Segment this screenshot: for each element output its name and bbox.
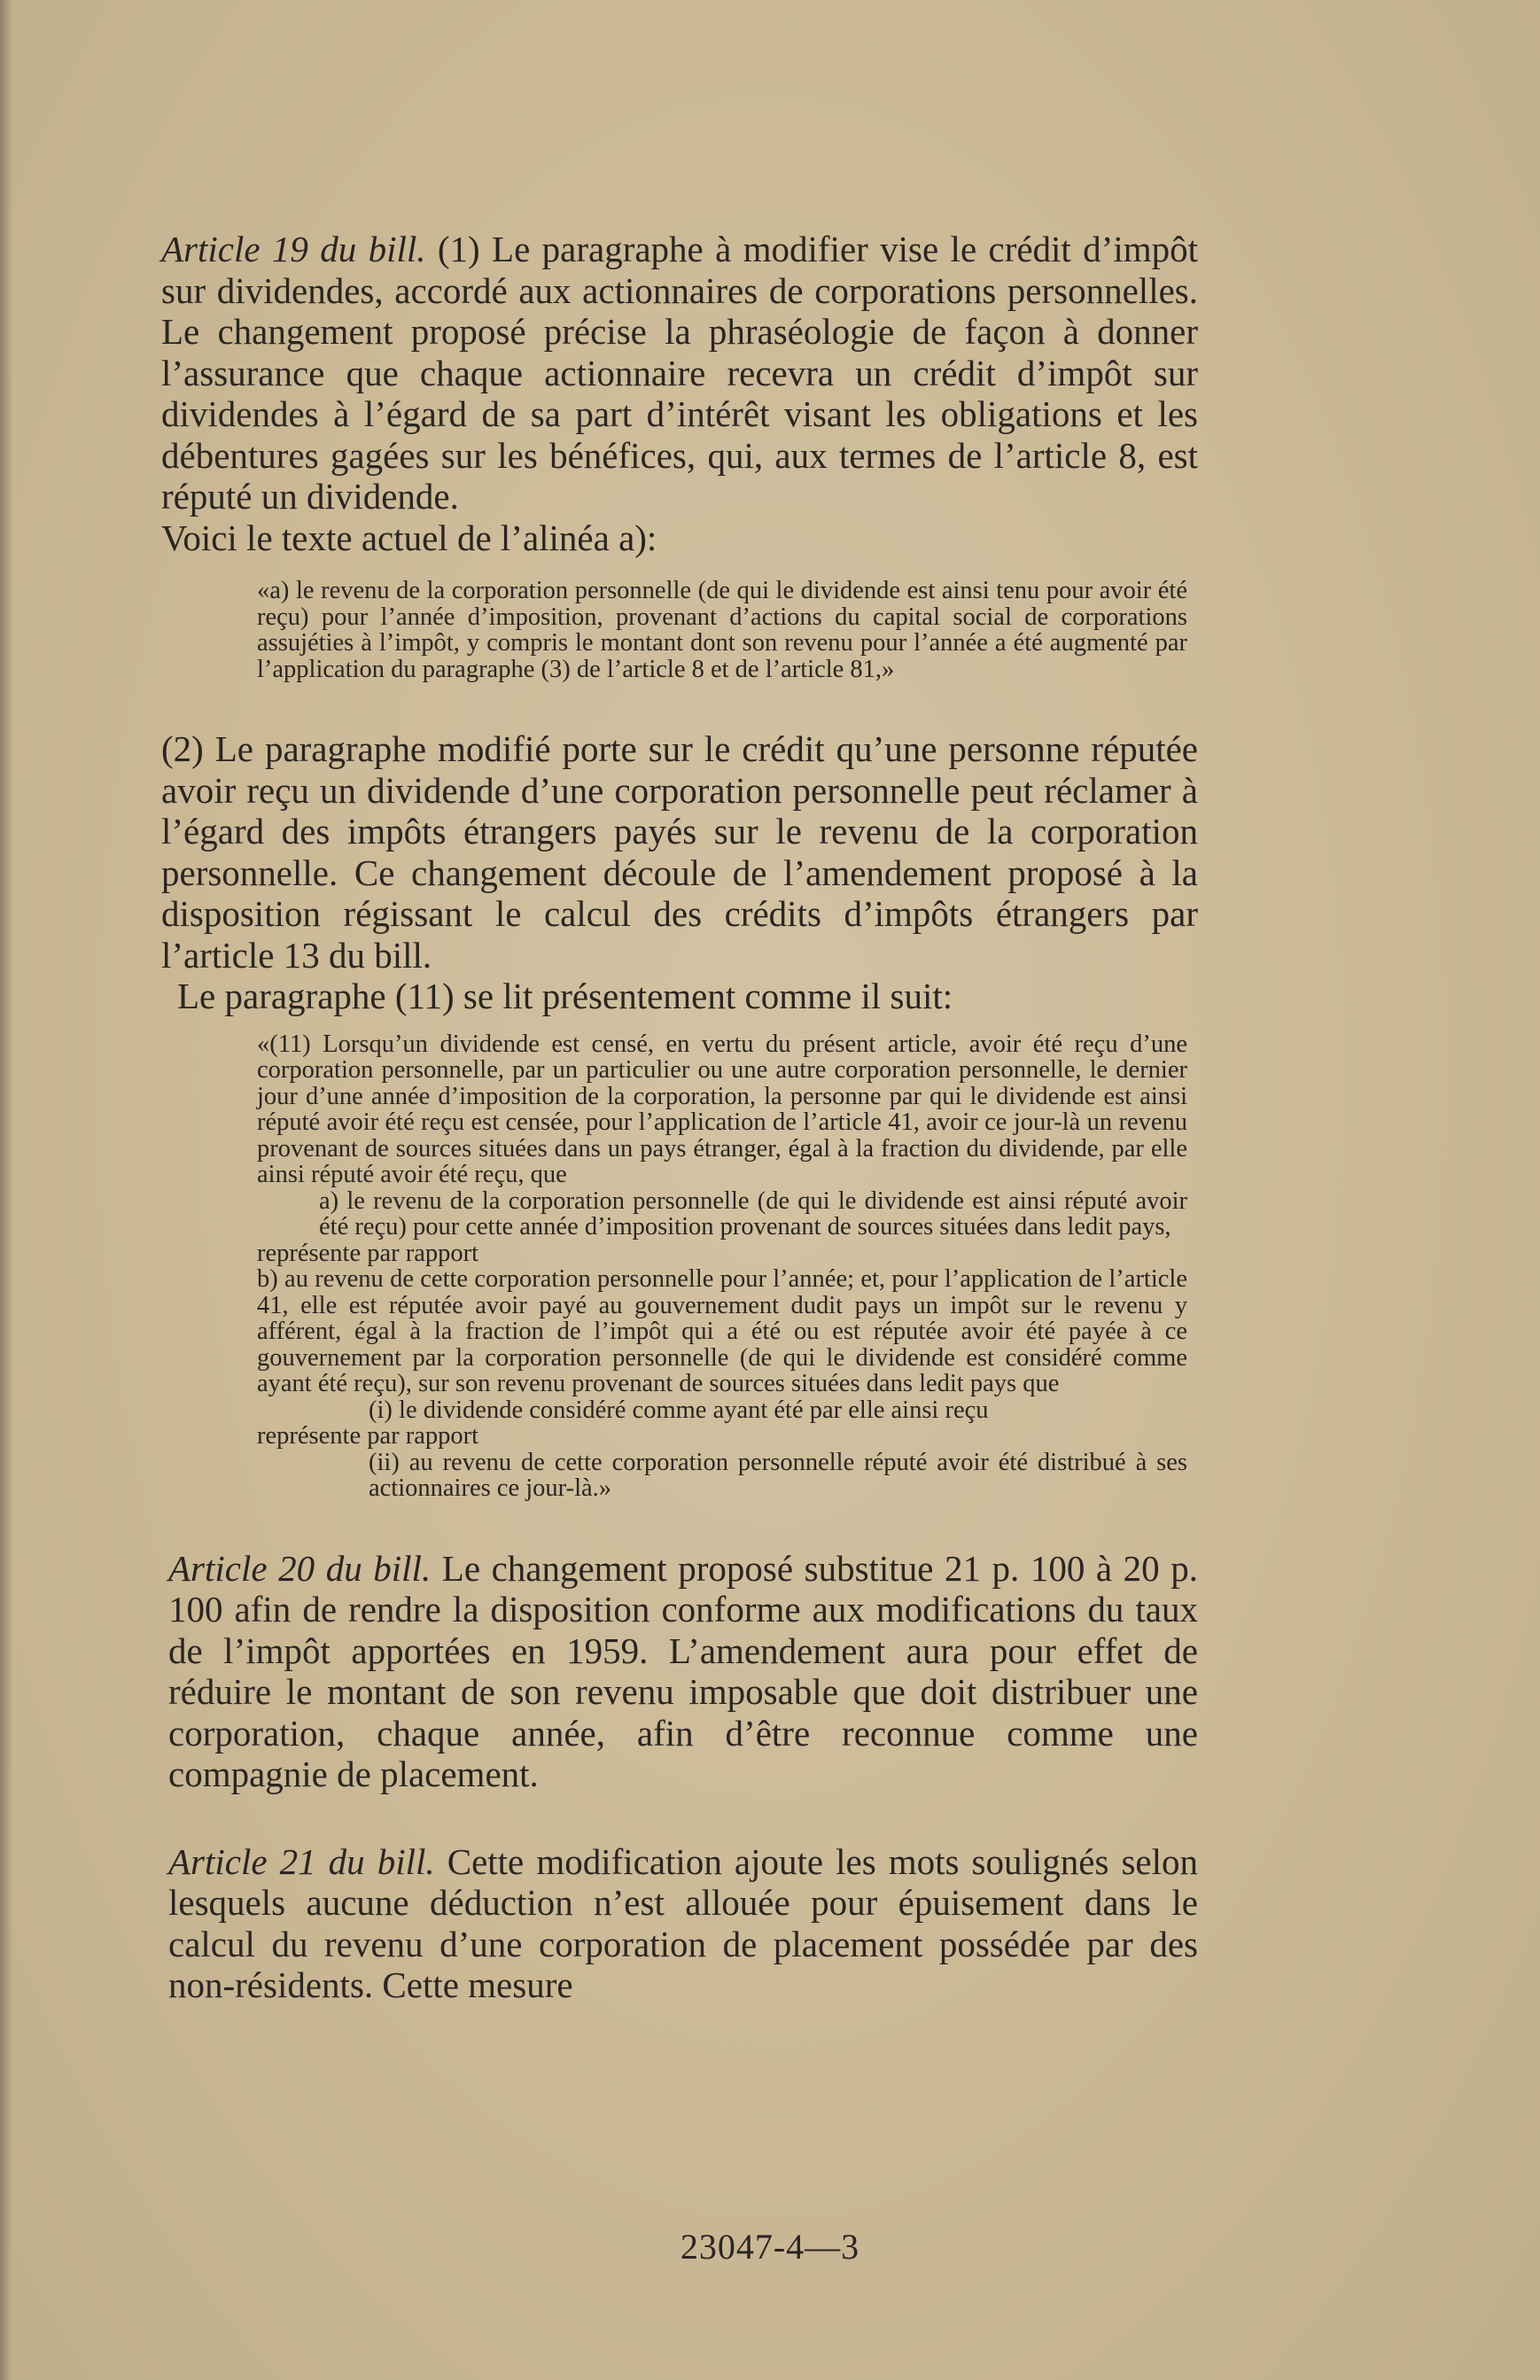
article-21-paragraph (168, 1841, 1198, 2006)
page-footer-code: 23047-4—3 (680, 2227, 860, 2267)
page-content (161, 229, 1198, 2006)
spacer (161, 682, 1198, 728)
spacer (161, 1502, 1198, 1548)
spacer (161, 1795, 1198, 1841)
article-19-p1-text: (1) Le paragraphe à modifier vise le crédit d’impôt sur dividendes, accordé aux actionnaires de corporations personnelles. Le changement proposé précise la phraséologie de façon à donner l’assurance que chaque actionnaire recevra un crédit d’impôt sur dividendes à l’égard de sa part d’intérêt visant les obligations et les débentures gagées sur les bénéfices, qui, aux termes de l’article 8, est réputé un dividende. (161, 229, 1199, 517)
article-19-label: Article 19 du bill. (161, 229, 426, 269)
quote-11-clause-ii: (ii) au revenu de cette corporation personnelle réputé avoir été distribué à ses actionnaires ce jour-là.» (369, 1448, 1187, 1502)
article-19-intro-a: Voici le texte actuel de l’alinéa a): (161, 517, 657, 558)
article-20-paragraph (168, 1548, 1198, 1795)
article-19-paragraph-1 (161, 229, 1198, 517)
page-edge-shadow (0, 0, 12, 2380)
article-20-label: Article 20 du bill. (168, 1547, 432, 1589)
quote-11-represente-1: représente par rapport (257, 1239, 479, 1267)
article-21-label: Article 21 du bill. (168, 1840, 435, 1882)
quote-11-clause-a: a) le revenu de la corporation personnelle (de qui le dividende est ainsi réputé avoir été reçu) pour cette année d’imposition provenant de sources situées dans ledit pays, (319, 1186, 1187, 1241)
article-19-quote-11 (161, 1031, 1198, 1502)
quote-11-main: «(11) Lorsqu’un dividende est censé, en vertu du présent article, avoir été reçu d’une corporation personnelle, par un particulier ou une autre corporation personnelle, le dernier jour d’une année d’imposition de la corporation, la personne par qui le dividende est ainsi réputé avoir été reçu est censée, pour l’application de l’article 41, avoir ce jour-là un revenu provenant de sources situées dans un pays étranger, égal à la fraction du dividende, par elle ainsi réputé avoir été reçu, que (257, 1030, 1187, 1188)
article-19-quote-a: «a) le revenu de la corporation personnelle (de qui le dividende est ainsi tenu pour avoir été reçu) pour l’année d’imposition, provenant d’actions du capital social de corporations assujéties à l’impôt, y compris le montant dont son revenu pour l’année a été augmenté par l’application du paragraphe (3) de l’article 8 et de l’article 81,» (257, 577, 1187, 683)
article-19-paragraph-2: (2) Le paragraphe modifié porte sur le crédit qu’une personne réputée avoir reçu un dividende d’une corporation personnelle peut réclamer à l’égard des impôts étrangers payés sur le revenu de la corporation personnelle. Ce changement découle de l’amendement proposé à la disposition régissant le calcul des crédits d’impôts étrangers par l’article 13 du bill. (161, 728, 1198, 976)
quote-11-clause-i: (i) le dividende considéré comme ayant été par elle ainsi reçu (369, 1396, 989, 1424)
article-20-text: Le changement proposé substitue 21 p. 100 à 20 p. 100 afin de rendre la disposition conforme aux modifications du taux de l’impôt apportées en 1959. L’amendement aura pour effet de réduire le montant de son revenu imposable que doit distribuer une corporation, chaque année, afin d’être reconnue comme une compagnie de placement. (168, 1547, 1198, 1794)
quote-11-represente-2: représente par rapport (257, 1422, 479, 1450)
article-19-intro-11: Le paragraphe (11) se lit présentement comme il suit: (177, 976, 953, 1016)
quote-11-clause-b: b) au revenu de cette corporation personnelle pour l’année; et, pour l’application de l’article 41, elle est réputée avoir payé au gouvernement dudit pays un impôt sur le revenu y afférent, égal à la fraction de l’impôt qui a été ou est réputée avoir été payée à ce gouvernement par la corporation personnelle (de qui le dividende est considéré comme ayant été reçu), sur son revenu provenant de sources situées dans ledit pays que (257, 1265, 1187, 1397)
article-21-text: Cette modification ajoute les mots soulignés selon lesquels aucune déduction n’est allouée pour épuisement dans le calcul du revenu d’une corporation de placement possédée par des non-résidents. Cette mesure (168, 1840, 1198, 2005)
